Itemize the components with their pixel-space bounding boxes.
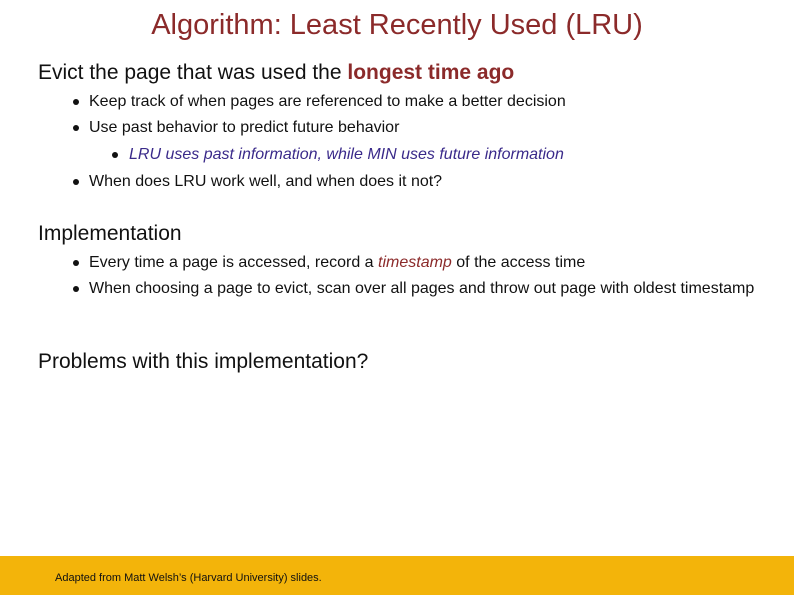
- bullet-dot-icon: [73, 125, 79, 131]
- heading-accent: longest time ago: [347, 61, 515, 84]
- bullet-text: Use past behavior to predict future behavior: [89, 119, 400, 136]
- bullet-accent: timestamp: [378, 254, 452, 271]
- section-heading-implementation: Implementation: [38, 222, 182, 245]
- bullet-dot-icon: [112, 152, 118, 158]
- bullet-text: When does LRU work well, and when does it not?: [89, 173, 443, 190]
- section-heading-problems: Problems with this implementation?: [38, 350, 369, 373]
- footer-bar: [0, 556, 794, 595]
- bullet-text-suffix: of the access time: [451, 254, 586, 271]
- bullet-text-prefix: Every time a page is accessed, record a: [89, 254, 379, 271]
- bullet-item: [73, 172, 773, 192]
- bullet-item: [73, 92, 773, 112]
- bullet-item: [73, 253, 773, 273]
- sub-bullet-text: LRU uses past information, while MIN uses future information: [129, 146, 564, 163]
- bullet-dot-icon: [73, 260, 79, 266]
- bullet-dot-icon: [73, 179, 79, 185]
- section-heading-evict: [38, 61, 514, 85]
- bullet-item: [73, 279, 773, 299]
- heading-text: Evict the page that was used the: [38, 61, 348, 84]
- bullet-text: Keep track of when pages are referenced to make a better decision: [89, 93, 566, 110]
- bullet-dot-icon: [73, 286, 79, 292]
- footer-attribution: Adapted from Matt Welsh’s (Harvard University) slides.: [55, 572, 322, 584]
- bullet-item: [73, 118, 773, 138]
- bullet-text: [73, 253, 773, 273]
- bullet-text: When choosing a page to evict, scan over all pages and throw out page with oldest timestamp: [89, 280, 755, 297]
- bullet-dot-icon: [73, 99, 79, 105]
- slide-title: Algorithm: Least Recently Used (LRU): [151, 9, 643, 41]
- sub-bullet-item: [112, 145, 794, 165]
